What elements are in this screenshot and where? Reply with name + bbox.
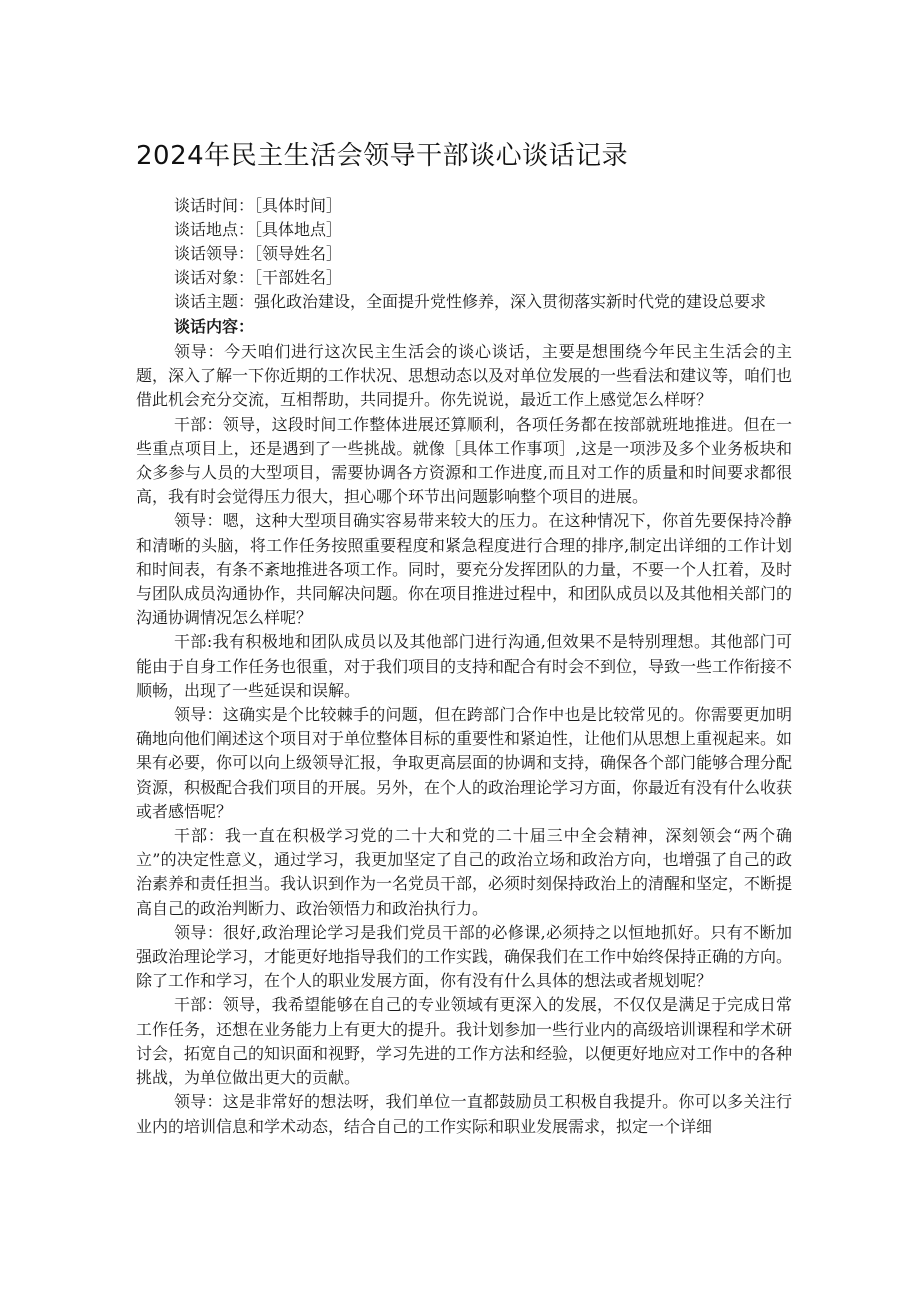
- meta-talk-time: 谈话时间：［具体时间］: [174, 196, 343, 215]
- content-label: 谈话内容：: [174, 317, 255, 336]
- meta-talk-subject: 谈话对象：［干部姓名］: [174, 268, 343, 287]
- dialogue-paragraph: 干部:我有积极地和团队成员以及其他部门进行沟通,但效果不是特别理想。其他部门可能由于自身工作任务也很重，对于我们项目的支持和配合有时会不到位，导致一些工作衔接不顺畅，出现了一些延误和误解。: [136, 632, 793, 700]
- dialogue-paragraph: 领导：嗯，这种大型项目确实容易带来较大的压力。在这种情况下，你首先要保持冷静和清晰的头脑，将工作任务按照重要程度和紧急程度进行合理的排序,制定出详细的工作计划和时间表，有条不紊地推进各项工作。同时，要充分发挥团队的力量，不要一个人扛着，及时与团队成员沟通协作，共同解决问题。你在项目推进过程中，和团队成员以及其他相关部门的沟通协调情况怎么样呢？: [136, 511, 793, 628]
- meta-talk-leader: 谈话领导：［领导姓名］: [174, 244, 343, 263]
- dialogue-paragraph: 领导：这是非常好的想法呀，我们单位一直都鼓励员工积极自我提升。你可以多关注行业内的培训信息和学术动态，结合自己的工作实际和职业发展需求，拟定一个详细: [136, 1092, 792, 1136]
- dialogue-paragraph: 领导：这确实是个比较棘手的问题，但在跨部门合作中也是比较常见的。你需要更加明确地向他们阐述这个项目对于单位整体目标的重要性和紧迫性，让他们从思想上重视起来。如果有必要，你可以向上级领导汇报，争取更高层面的协调和支持，确保各个部门能够合理分配资源，积极配合我们项目的开展。另外，在个人的政治理论学习方面，你最近有没有什么收获或者感悟呢？: [136, 705, 793, 821]
- meta-talk-topic: 谈话主题：强化政治建设，全面提升党性修养，深入贯彻落实新时代党的建设总要求: [174, 292, 767, 311]
- dialogue-paragraph: 领导：今天咱们进行这次民主生活会的谈心谈话，主要是想围绕今年民主生活会的主题，深入了解一下你近期的工作状况、思想动态以及对单位发展的一些看法和建议等，咱们也借此机会充分交流，互相帮助，共同提升。你先说说，最近工作上感觉怎么样呀？: [136, 342, 793, 410]
- document-title: 2024年民主生活会领导干部谈心谈话记录: [136, 141, 629, 171]
- dialogue-paragraph: 领导：很好,政治理论学习是我们党员干部的必修课,必须持之以恒地抓好。只有不断加强政治理论学习，才能更好地指导我们的工作实践，确保我们在工作中始终保持正确的方向。除了工作和学习，在个人的职业发展方面，你有没有什么具体的想法或者规划呢？: [136, 922, 793, 991]
- dialogue-paragraph: 干部：领导，这段时间工作整体进展还算顺利，各项任务都在按部就班地推进。但在一些重点项目上，还是遇到了一些挑战。就像［具体工作事项］,这是一项涉及多个业务板块和众多参与人员的大型项目，需要协调各方资源和工作进度,而且对工作的质量和时间要求都很高，我有时会觉得压力很大，担心哪个环节出问题影响整个项目的进展。: [136, 414, 792, 507]
- meta-talk-place: 谈话地点：［具体地点］: [174, 220, 343, 239]
- dialogue-paragraph: 干部：我一直在积极学习党的二十大和党的二十届三中全会精神，深刻领会“两个确立”的决定性意义，通过学习，我更加坚定了自己的政治立场和政治方向，也增强了自己的政治素养和责任担当。我认识到作为一名党员干部，必须时刻保持政治上的清醒和坚定，不断提高自己的政治判断力、政治领悟力和政治执行力。: [136, 826, 793, 918]
- dialogue-paragraph: 干部：领导，我希望能够在自己的专业领域有更深入的发展，不仅仅是满足于完成日常工作任务，还想在业务能力上有更大的提升。我计划参加一些行业内的高级培训课程和学术研讨会，拓宽自己的知识面和视野，学习先进的工作方法和经验，以便更好地应对工作中的各种挑战，为单位做出更大的贡献。: [136, 995, 793, 1088]
